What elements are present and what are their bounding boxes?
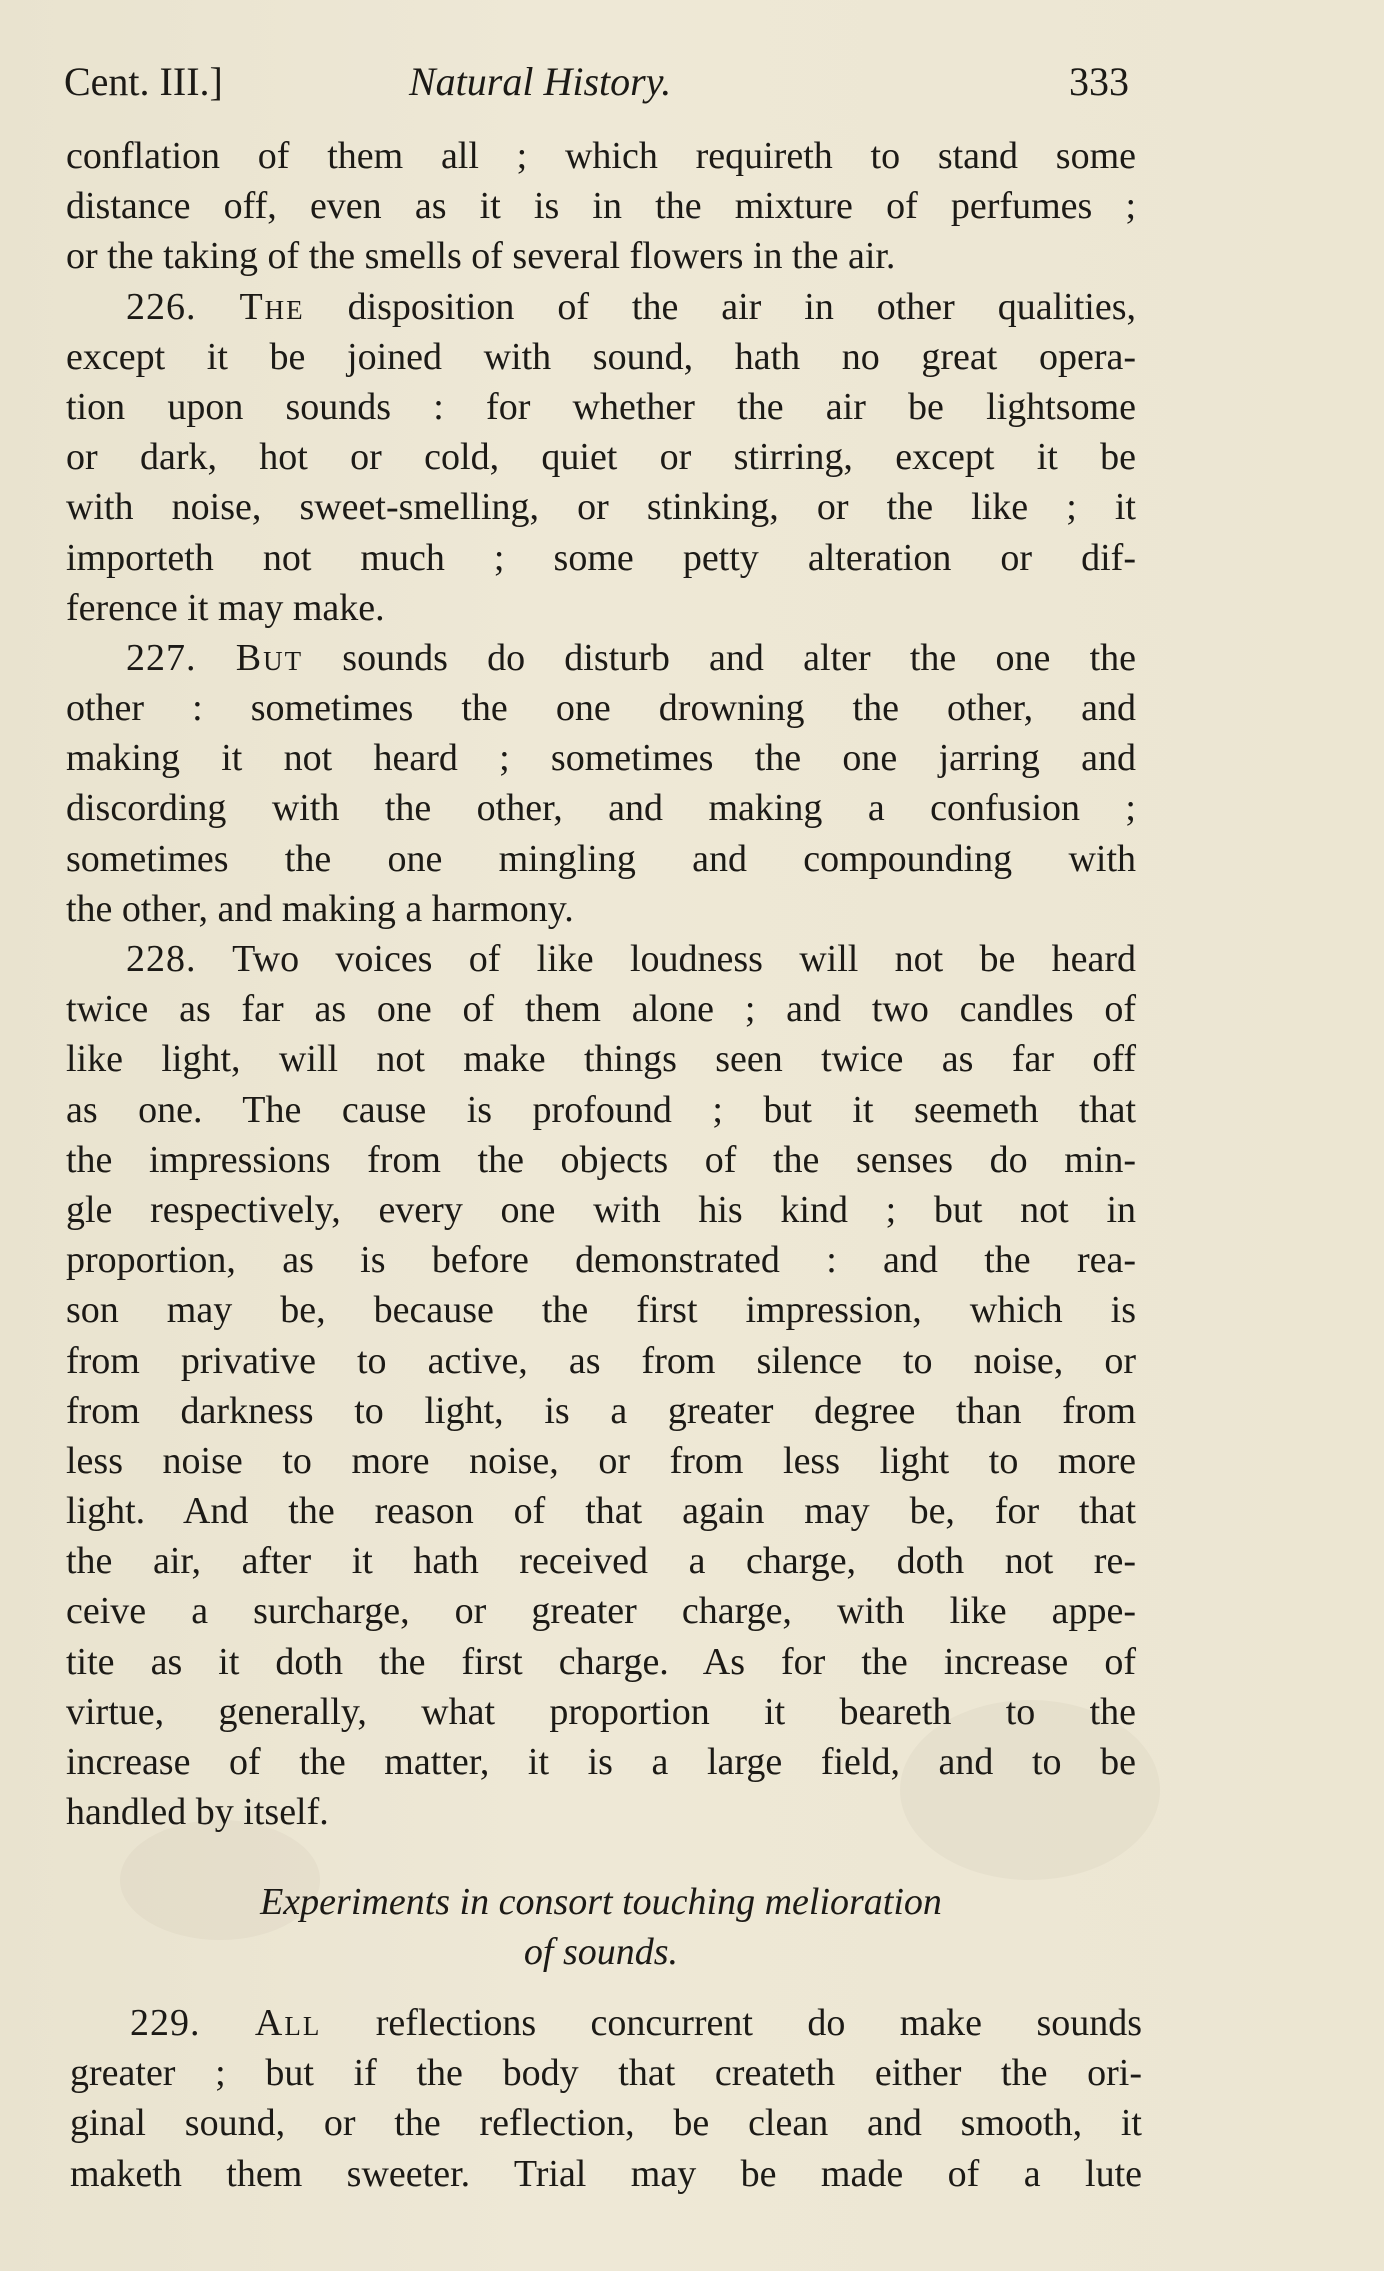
paragraph-229-first-line bbox=[70, 1998, 1142, 2048]
text-line: light. And the reason of that again may be, for that bbox=[66, 1490, 1136, 1533]
text-line: tite as it doth the first charge. As for the increase of bbox=[66, 1640, 1136, 1683]
text-line: ceive a surcharge, or greater charge, with like appe- bbox=[66, 1590, 1136, 1633]
body-text bbox=[66, 131, 1136, 1837]
text-line: from darkness to light, is a greater degree than from bbox=[66, 1389, 1136, 1432]
text-line: the other, and making a harmony. bbox=[66, 887, 574, 930]
text-line: or dark, hot or cold, quiet or stirring, except it be bbox=[66, 436, 1136, 479]
text-line: greater ; but if the body that createth either the ori- bbox=[70, 2052, 1142, 2095]
text-line: except it be joined with sound, hath no great opera- bbox=[66, 335, 1136, 378]
text-line: twice as far as one of them alone ; and two candles of bbox=[66, 988, 1136, 1031]
text-line: importeth not much ; some petty alteration or dif- bbox=[66, 536, 1136, 579]
running-head-section: Cent. III.] bbox=[64, 59, 223, 104]
text-line: handled by itself. bbox=[66, 1791, 329, 1834]
small-caps-word: All bbox=[254, 2002, 322, 2044]
text-line: discording with the other, and making a confusion ; bbox=[66, 787, 1136, 830]
body-text-continued bbox=[70, 1998, 1142, 2199]
text-line: the air, after it hath received a charge, doth not re- bbox=[66, 1540, 1136, 1583]
text-line: as one. The cause is profound ; but it seemeth that bbox=[66, 1088, 1136, 1131]
paragraph-number: 229. bbox=[130, 2002, 201, 2044]
text-line: distance off, even as it is in the mixture of perfumes ; bbox=[66, 185, 1136, 228]
text-line: with noise, sweet-smelling, or stinking, or the like ; it bbox=[66, 486, 1136, 529]
paragraph-227-first-line bbox=[66, 633, 1136, 683]
text-line: the impressions from the objects of the senses do min- bbox=[66, 1138, 1136, 1181]
first-line-text: reflections concurrent do make sounds bbox=[375, 2002, 1143, 2044]
running-head bbox=[64, 52, 1129, 112]
paragraph-number: 227. bbox=[126, 636, 197, 679]
text-line: from privative to active, as from silence to noise, or bbox=[66, 1339, 1136, 1382]
section-heading: Experiments in consort touching melioration bbox=[260, 1881, 942, 1923]
text-line: ference it may make. bbox=[66, 586, 385, 629]
text-line: tion upon sounds : for whether the air be lightsome bbox=[66, 385, 1136, 428]
text-line: other : sometimes the one drowning the other, and bbox=[66, 687, 1136, 730]
section-heading-continued: of sounds. bbox=[523, 1931, 679, 1973]
text-line: maketh them sweeter. Trial may be made of a lute bbox=[70, 2152, 1142, 2195]
text-line: or the taking of the smells of several flowers in the air. bbox=[66, 235, 896, 278]
small-caps-word: But bbox=[235, 636, 304, 679]
text-line: proportion, as is before demonstrated : and the rea- bbox=[66, 1239, 1136, 1282]
text-line: ginal sound, or the reflection, be clean and smooth, it bbox=[70, 2102, 1142, 2145]
paragraph-number: 228. bbox=[126, 938, 197, 980]
text-line: son may be, because the first impression, which is bbox=[66, 1289, 1136, 1332]
paragraph-number: 226. bbox=[126, 285, 197, 328]
first-line-text: Two voices of like loudness will not be heard bbox=[232, 938, 1136, 980]
first-line-text: disposition of the air in other qualities, bbox=[347, 285, 1137, 328]
text-line: conflation of them all ; which requireth to stand some bbox=[66, 135, 1136, 177]
text-line: gle respectively, every one with his kind ; but not in bbox=[66, 1188, 1136, 1231]
paragraph-228-first-line bbox=[66, 934, 1136, 984]
first-line-text: sounds do disturb and alter the one the bbox=[342, 636, 1137, 679]
text-line: sometimes the one mingling and compounding with bbox=[66, 837, 1136, 880]
small-caps-word: The bbox=[239, 285, 305, 328]
text-line: increase of the matter, it is a large field, and to be bbox=[66, 1741, 1136, 1783]
text-line: less noise to more noise, or from less light to more bbox=[66, 1439, 1136, 1482]
text-line: making it not heard ; sometimes the one jarring and bbox=[66, 737, 1136, 780]
paragraph-226-first-line bbox=[66, 282, 1136, 332]
running-head-title: Natural History. bbox=[409, 59, 672, 104]
text-line: like light, will not make things seen twice as far off bbox=[66, 1038, 1136, 1081]
page-number: 333 bbox=[1069, 59, 1129, 104]
text-line: virtue, generally, what proportion it beareth to the bbox=[66, 1690, 1136, 1733]
